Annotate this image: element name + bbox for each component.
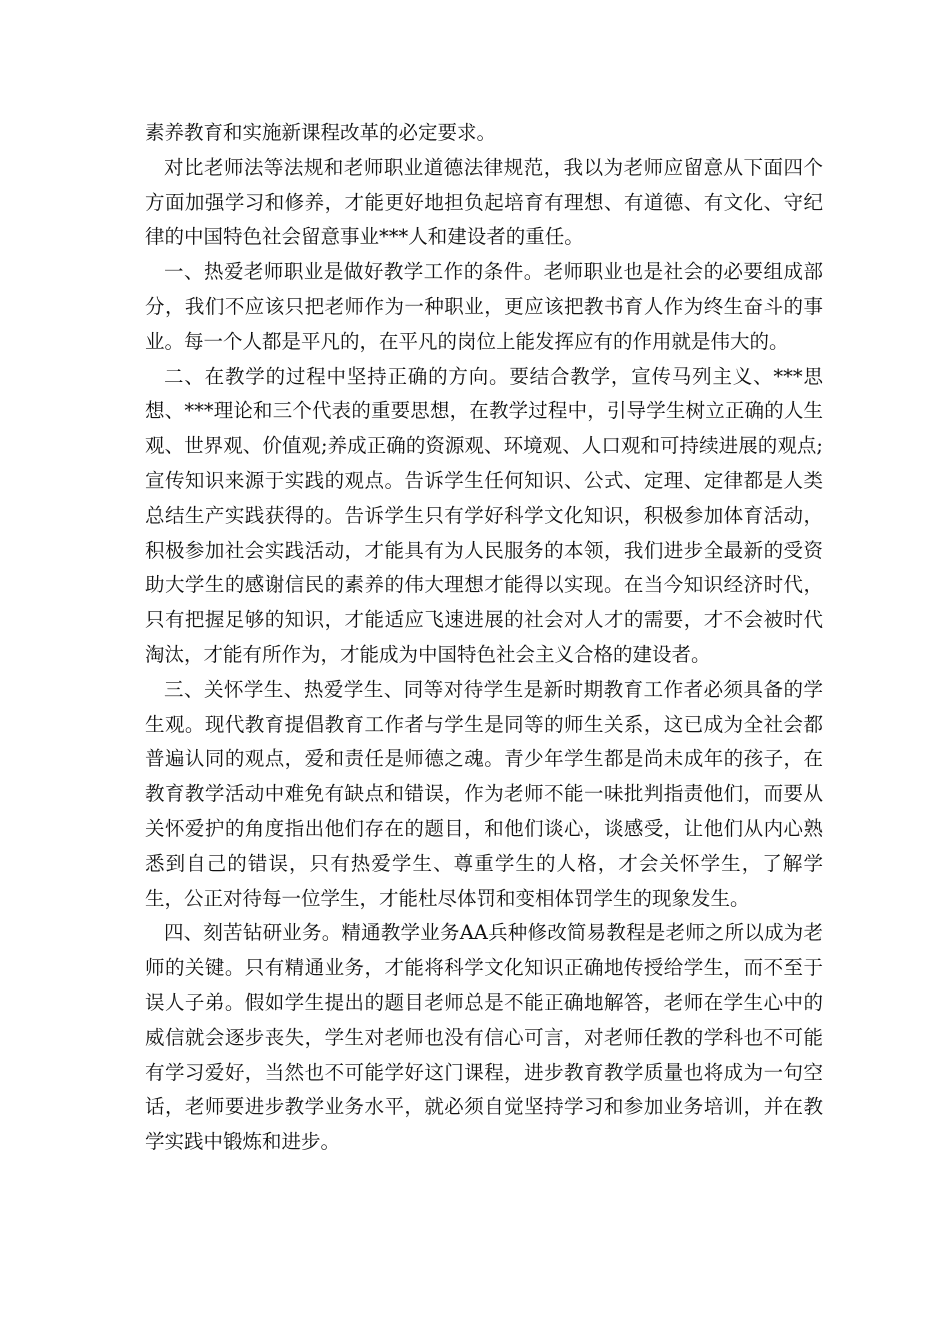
paragraph-intro: 对比老师法等法规和老师职业道德法律规范，我以为老师应留意从下面四个方面加强学习和修养，才能更好地担负起培育有理想、有道德、有文化、守纪律的中国特色社会留意事业***人和建设者的重任。 bbox=[145, 155, 823, 249]
paragraph-point-three: 三、关怀学生、热爱学生、同等对待学生是新时期教育工作者必须具备的学生观。现代教育提倡教育工作者与学生是同等的师生关系，这已成为全社会都普遍认同的观点，爱和责任是师德之魂。青少年学生都是尚未成年的孩子，在教育教学活动中难免有缺点和错误，作为老师不能一味批判指责他们，而要从关怀爱护的角度指出他们存在的题目，和他们谈心，谈感受，让他们从内心熟悉到自己的错误，只有热爱学生、尊重学生的人格，才会关怀学生，了解学生，公正对待每一位学生，才能杜尽体罚和变相体罚学生的现象发生。 bbox=[145, 677, 823, 910]
document-body bbox=[145, 116, 823, 1160]
paragraph-point-two: 二、在教学的过程中坚持正确的方向。要结合教学，宣传马列主义、***思想、***理论和三个代表的重要思想，在教学过程中，引导学生树立正确的人生观、世界观、价值观;养成正确的资源观、环境观、人口观和可持续进展的观点;宣传知识来源于实践的观点。告诉学生任何知识、公式、定理、定律都是人类总结生产实践获得的。告诉学生只有学好科学文化知识，积极参加体育活动，积极参加社会实践活动，才能具有为人民服务的本领，我们进步全最新的受资助大学生的感谢信民的素养的伟大理想才能得以实现。在当今知识经济时代，只有把握足够的知识，才能适应飞速进展的社会对人才的需要，才不会被时代淘汰，才能有所作为，才能成为中国特色社会主义合格的建设者。 bbox=[145, 364, 823, 666]
paragraph-point-four: 四、刻苦钻研业务。精通教学业务AA兵种修改简易教程是老师之所以成为老师的关键。只有精通业务，才能将科学文化知识正确地传授给学生，而不至于误人子弟。假如学生提出的题目老师总是不能正确地解答，老师在学生心中的威信就会逐步丧失，学生对老师也没有信心可言，对老师任教的学科也不可能有学习爱好，当然也不可能学好这门课程，进步教育教学质量也将成为一句空话，老师要进步教学业务水平，就必须自觉坚持学习和参加业务培训，并在教学实践中锻炼和进步。 bbox=[145, 921, 823, 1154]
paragraph-point-one: 一、热爱老师职业是做好教学工作的条件。老师职业也是社会的必要组成部分，我们不应该只把老师作为一种职业，更应该把教书育人作为终生奋斗的事业。每一个人都是平凡的，在平凡的岗位上能发挥应有的作用就是伟大的。 bbox=[145, 260, 823, 353]
paragraph-continuation: 素养教育和实施新课程改革的必定要求。 bbox=[145, 121, 497, 144]
